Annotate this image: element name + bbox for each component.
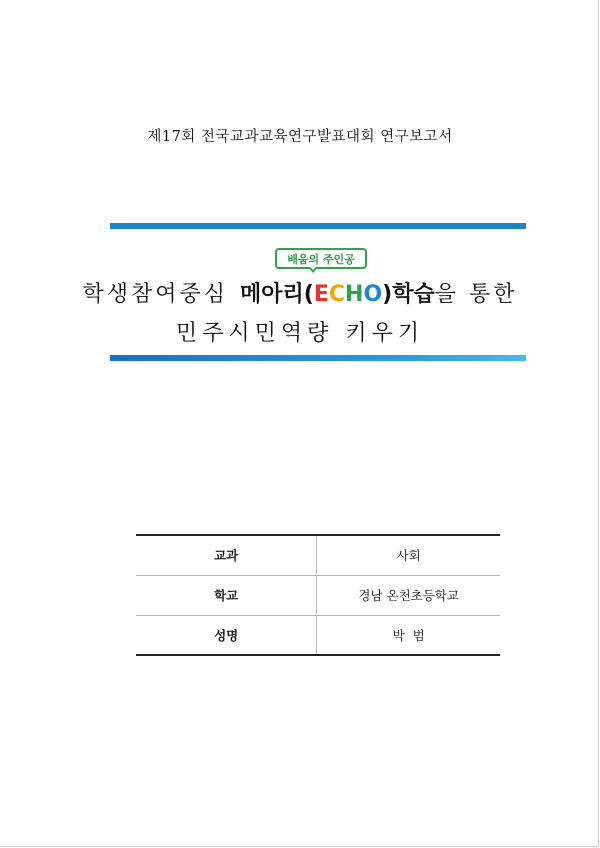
row-value-subject: 사회 [317, 535, 500, 575]
row-value-school: 경남 온천초등학교 [317, 575, 500, 615]
title-line-2: 민주시민역량 키우기 [175, 321, 425, 346]
table-row [136, 535, 500, 575]
brand-end: )학습 [382, 282, 435, 307]
echo-letter-c: C [328, 282, 346, 307]
row-label-name: 성명 [136, 615, 317, 655]
badge-pointer-inner [310, 267, 316, 270]
title-suffix: 을 통한 [434, 282, 518, 307]
report-header: 제17회 전국교과교육연구발표대회 연구보고서 [147, 129, 453, 145]
bottom-divider-bar [110, 355, 526, 361]
row-value-name: 박 범 [317, 615, 500, 655]
table-row [136, 575, 500, 615]
table-row [136, 615, 500, 655]
brand-start: 메아리( [240, 282, 314, 307]
top-divider-bar [110, 223, 526, 229]
title-prefix: 학생참여중심 [82, 282, 229, 307]
info-table [136, 534, 500, 656]
title-line-1 [0, 277, 600, 308]
title-badge: 배움의 주인공 [275, 248, 367, 269]
echo-letter-h: H [345, 282, 364, 307]
echo-letter-e: E [313, 282, 329, 307]
echo-letter-o: O [363, 282, 383, 307]
row-label-school: 학교 [136, 575, 317, 615]
row-label-subject: 교과 [136, 535, 317, 575]
title-brand [240, 282, 435, 307]
